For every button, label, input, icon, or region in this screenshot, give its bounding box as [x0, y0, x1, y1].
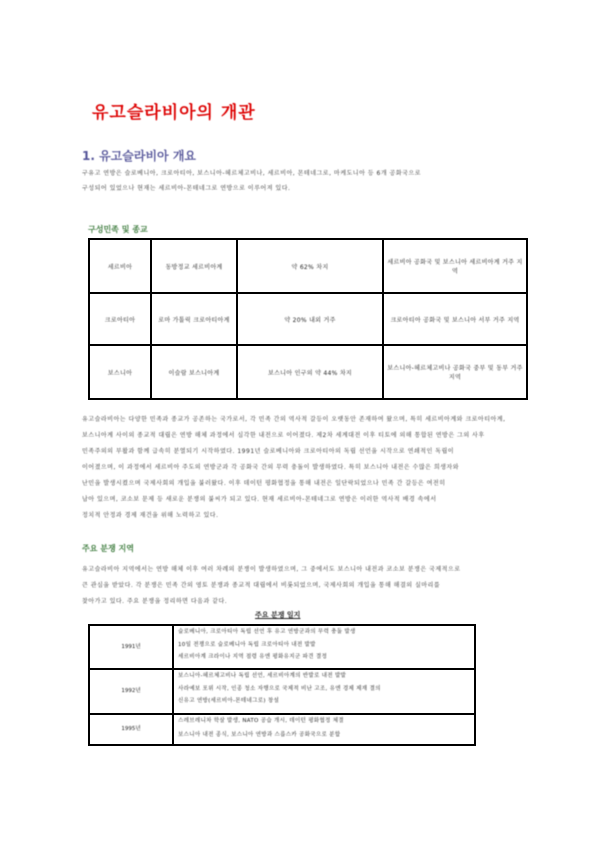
conflict-paragraph — [82, 562, 512, 610]
subheading-conflicts: 주요 분쟁 지역 — [82, 544, 134, 553]
section-heading-overview: 1. 유고슬라비아 개요 — [82, 149, 197, 163]
table-cell: 약 20% 내외 거주 — [237, 293, 383, 345]
text-line: 보스니아계 사이의 종교적 대립은 연방 해체 과정에서 심각한 내전으로 이어졌다. 제2차 세계대전 이후 티토에 의해 통합된 연방은 그의 사후 — [82, 432, 485, 439]
text-line: 정치적 안정과 경제 재건을 위해 노력하고 있다. — [82, 512, 219, 519]
text-line: 유고슬라비아는 다양한 민족과 종교가 공존하는 국가로서, 각 민족 간의 역사적 갈등이 오랫동안 존재하여 왔으며, 특히 세르비아계와 크로아티아계, — [82, 416, 506, 423]
history-paragraph — [82, 412, 512, 524]
text-line: 10일 전쟁으로 슬로베니아 독립 크로아티아 내전 발발 — [178, 641, 316, 648]
document-title: 유고슬라비아의 개관 — [92, 103, 256, 123]
table-cell: 세르비아 공화국 및 보스니아 세르비아계 거주 지역 — [383, 239, 527, 293]
table-row — [89, 714, 475, 745]
table-cell: 동방정교 세르비아계 — [151, 239, 237, 293]
table-cell — [173, 669, 475, 714]
text-line: 신유고 연방(세르비아-몬테네그로) 창설 — [178, 698, 280, 704]
table-cell: 보스니아-헤르체고비나 공화국 중부 및 동부 거주 지역 — [383, 345, 527, 399]
text-line: 난민을 발생시켰으며 국제사회의 개입을 불러왔다. 이후 데이턴 평화협정을 통해 내전은 일단락되었으나 민족 간 갈등은 여전히 — [82, 480, 446, 487]
text-line: 스레브레니차 학살 발생, NATO 공습 개시, 데이턴 평화협정 체결 — [178, 718, 344, 724]
table-cell: 크로아티아 공화국 및 보스니아 서부 거주 지역 — [383, 293, 527, 345]
text-line: 보스니아 내전 종식, 보스니아 연방과 스릅스카 공화국으로 분할 — [178, 731, 341, 738]
table-cell — [173, 625, 475, 669]
year-label: 1992년 — [89, 669, 173, 714]
table-row — [89, 239, 527, 293]
table-row — [89, 293, 527, 345]
table-cell: 로마 가톨릭 크로아티아계 — [151, 293, 237, 345]
text-line: 세르비아계 크라이나 지역 점령 유엔 평화유지군 파견 결정 — [178, 654, 328, 660]
text-line: 민족주의의 부활과 함께 급속히 분열되기 시작하였다. 1991년 슬로베니아와 크로아티아의 독립 선언을 시작으로 연쇄적인 독립이 — [82, 448, 455, 455]
text-line: 유고슬라비아 지역에서는 연방 해체 이후 여러 차례의 분쟁이 발생하였으며, 그 중에서도 보스니아 내전과 코소보 분쟁은 국제적으로 — [82, 566, 461, 573]
text-line: 큰 관심을 받았다. 각 분쟁은 민족 간의 영토 분쟁과 종교적 대립에서 비롯되었으며, 국제사회의 개입을 통해 해결의 실마리를 — [82, 582, 441, 589]
text-line: 사라예보 포위 시작, 인종 청소 자행으로 국제적 비난 고조, 유엔 경제 제재 결의 — [178, 685, 381, 692]
table-cell: 약 62% 차지 — [237, 239, 383, 293]
text-line: 이어졌으며, 이 과정에서 세르비아 주도의 연방군과 각 공화국 간의 무력 충돌이 발생하였다. 특히 보스니아 내전은 수많은 희생자와 — [82, 464, 460, 471]
table-cell: 이슬람 보스니아계 — [151, 345, 237, 399]
text-line: 보스니아-헤르체고비나 독립 선언, 세르비아계의 반발로 내전 발발 — [178, 673, 347, 679]
table-cell: 세르비아 — [89, 239, 151, 293]
text-line: 슬로베니아, 크로아티아 독립 선언 후 유고 연방군과의 무력 충돌 발생 — [178, 629, 356, 635]
table-cell: 보스니아 인구의 약 44% 차지 — [237, 345, 383, 399]
table-row — [89, 669, 475, 714]
year-label: 1991년 — [89, 625, 173, 669]
ethnicity-table — [88, 238, 528, 400]
text-line: 구성되어 있었으나 현재는 세르비아-몬테네그로 연방으로 이루어져 있다. — [82, 184, 291, 192]
table-row — [89, 625, 475, 669]
text-line: 구유고 연방은 슬로베니아, 크로아티아, 보스니아-헤르체고비나, 세르비아, 몬테네그로, 마케도니아 등 6개 공화국으로 — [82, 170, 422, 177]
conflict-timeline-table — [88, 624, 476, 746]
subheading-ethnicity-religion: 구성민족 및 종교 — [88, 225, 148, 234]
year-label: 1995년 — [89, 714, 173, 745]
table-row — [89, 345, 527, 399]
table-cell: 크로아티아 — [89, 293, 151, 345]
text-line: 남아 있으며, 코소보 문제 등 새로운 분쟁의 불씨가 되고 있다. 현재 세르비아-몬테네그로 연방은 이러한 역사적 배경 속에서 — [82, 496, 437, 503]
table-cell: 보스니아 — [89, 345, 151, 399]
table-cell — [173, 714, 475, 745]
intro-paragraph — [82, 170, 512, 193]
text-line: 찾아가고 있다. 주요 분쟁을 정리하면 다음과 같다. — [82, 598, 228, 605]
table-caption: 주요 분쟁 일지 — [255, 611, 301, 619]
